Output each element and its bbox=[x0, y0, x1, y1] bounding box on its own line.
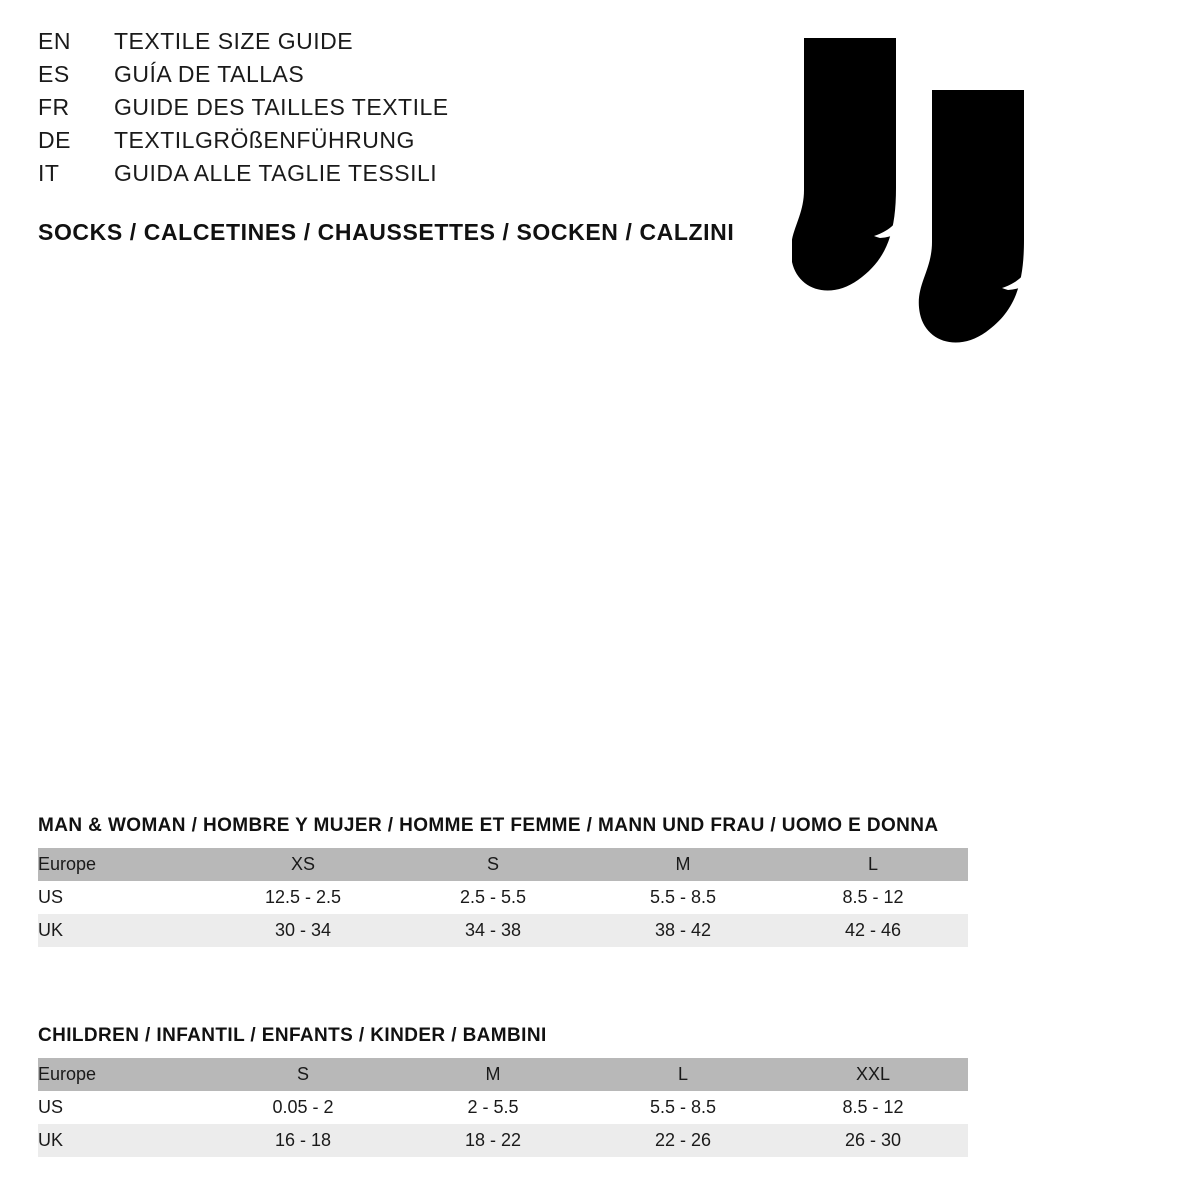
language-code: DE bbox=[38, 127, 71, 153]
language-code: ES bbox=[38, 61, 70, 87]
cell-value: 5.5 - 8.5 bbox=[588, 881, 778, 914]
cell-value: 5.5 - 8.5 bbox=[588, 1091, 778, 1124]
table-row bbox=[38, 848, 968, 881]
socks-icon bbox=[792, 30, 1092, 360]
cell-value: S bbox=[208, 1058, 398, 1091]
language-row-es bbox=[38, 61, 798, 94]
table-row bbox=[38, 881, 968, 914]
language-title: TEXTILE SIZE GUIDE bbox=[114, 28, 354, 54]
language-row-de bbox=[38, 127, 798, 160]
cell-value: 12.5 - 2.5 bbox=[208, 881, 398, 914]
cell-value: 16 - 18 bbox=[208, 1124, 398, 1157]
row-label: UK bbox=[38, 1124, 208, 1157]
cell-value: XXL bbox=[778, 1058, 968, 1091]
adults-size-section bbox=[38, 815, 968, 947]
language-row-it bbox=[38, 160, 798, 193]
table-row bbox=[38, 1124, 968, 1157]
cell-value: XS bbox=[208, 848, 398, 881]
language-code: IT bbox=[38, 160, 60, 186]
row-label: US bbox=[38, 1091, 208, 1124]
children-size-table bbox=[38, 1058, 968, 1157]
language-title: GUIDE DES TAILLES TEXTILE bbox=[114, 94, 449, 120]
cell-value: 42 - 46 bbox=[778, 914, 968, 947]
table-row bbox=[38, 1091, 968, 1124]
cell-value: S bbox=[398, 848, 588, 881]
cell-value: M bbox=[588, 848, 778, 881]
cell-value: 22 - 26 bbox=[588, 1124, 778, 1157]
product-type-title: SOCKS / CALCETINES / CHAUSSETTES / SOCKEN / CALZINI bbox=[38, 219, 735, 245]
cell-value: 8.5 - 12 bbox=[778, 881, 968, 914]
cell-value: 18 - 22 bbox=[398, 1124, 588, 1157]
cell-value: L bbox=[588, 1058, 778, 1091]
language-row-en bbox=[38, 28, 798, 61]
cell-value: 8.5 - 12 bbox=[778, 1091, 968, 1124]
cell-value: 30 - 34 bbox=[208, 914, 398, 947]
cell-value: 2 - 5.5 bbox=[398, 1091, 588, 1124]
language-title: GUÍA DE TALLAS bbox=[114, 61, 305, 87]
cell-value: 0.05 - 2 bbox=[208, 1091, 398, 1124]
row-label: US bbox=[38, 881, 208, 914]
cell-value: M bbox=[398, 1058, 588, 1091]
language-title: TEXTILGRÖßENFÜHRUNG bbox=[114, 127, 415, 153]
language-title: GUIDA ALLE TAGLIE TESSILI bbox=[114, 160, 438, 186]
table-row bbox=[38, 914, 968, 947]
adults-size-table bbox=[38, 848, 968, 947]
header-block bbox=[38, 28, 798, 246]
cell-value: L bbox=[778, 848, 968, 881]
cell-value: 34 - 38 bbox=[398, 914, 588, 947]
cell-value: 2.5 - 5.5 bbox=[398, 881, 588, 914]
row-label: Europe bbox=[38, 848, 208, 881]
row-label: UK bbox=[38, 914, 208, 947]
cell-value: 26 - 30 bbox=[778, 1124, 968, 1157]
cell-value: 38 - 42 bbox=[588, 914, 778, 947]
language-code: FR bbox=[38, 94, 70, 120]
row-label: Europe bbox=[38, 1058, 208, 1091]
children-section-title: CHILDREN / INFANTIL / ENFANTS / KINDER / BAMBINI bbox=[38, 1025, 547, 1046]
children-size-section bbox=[38, 1025, 968, 1157]
language-code: EN bbox=[38, 28, 71, 54]
language-row-fr bbox=[38, 94, 798, 127]
adults-section-title: MAN & WOMAN / HOMBRE Y MUJER / HOMME ET FEMME / MANN UND FRAU / UOMO E DONNA bbox=[38, 815, 939, 836]
table-row bbox=[38, 1058, 968, 1091]
